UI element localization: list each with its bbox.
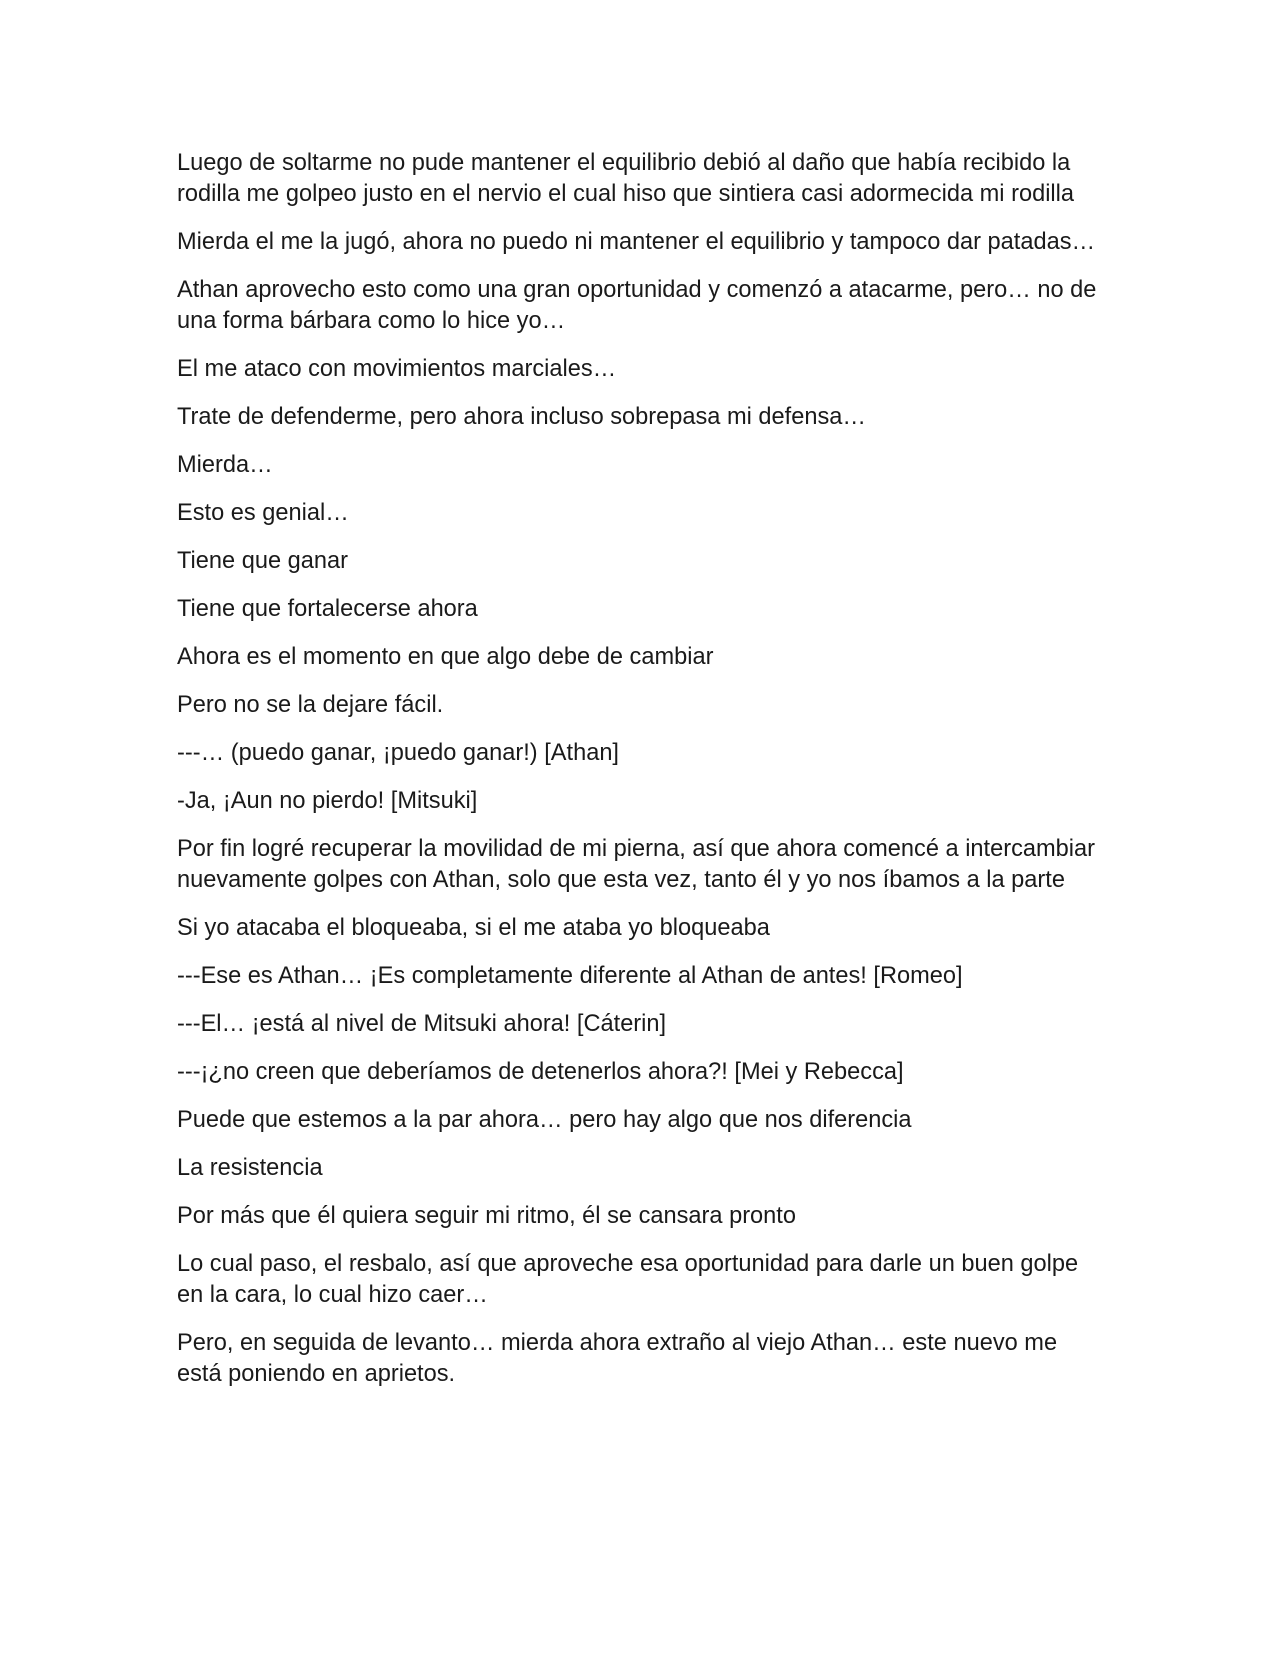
- dialogue-mei-rebecca: ---¡¿no creen que deberíamos de detenerlos ahora?! [Mei y Rebecca]: [177, 1059, 904, 1085]
- paragraph-9: Tiene que fortalecerse ahora: [177, 596, 478, 622]
- paragraph-2: Mierda el me la jugó, ahora no puedo ni mantener el equilibrio y tampoco dar patadas…: [177, 229, 1096, 255]
- paragraph-21: Por más que él quiera seguir mi ritmo, él se cansara pronto: [177, 1203, 796, 1229]
- paragraph-1: Luego de soltarme no pude mantener el equilibrio debió al daño que había recibido la rodilla me golpeo justo en el nervio el cual hiso que sintiera casi adormecida mi rodilla: [177, 150, 1075, 207]
- paragraph-10: Ahora es el momento en que algo debe de cambiar: [177, 644, 714, 670]
- paragraph-14: Por fin logré recuperar la movilidad de mi pierna, así que ahora comencé a intercambiar nuevamente golpes con Athan, solo que esta vez, tanto él y yo nos íbamos a la parte: [177, 836, 1096, 893]
- paragraph-6: Mierda…: [177, 452, 273, 478]
- paragraph-7: Esto es genial…: [177, 500, 349, 526]
- paragraph-23: Pero, en seguida de levanto… mierda ahora extraño al viejo Athan… este nuevo me está poniendo en aprietos.: [177, 1330, 1058, 1387]
- document-body: [177, 148, 1107, 1407]
- paragraph-15: Si yo atacaba el bloqueaba, si el me ataba yo bloqueaba: [177, 915, 770, 941]
- paragraph-20: La resistencia: [177, 1155, 323, 1181]
- dialogue-mitsuki: -Ja, ¡Aun no pierdo! [Mitsuki]: [177, 788, 478, 814]
- paragraph-11: Pero no se la dejare fácil.: [177, 692, 444, 718]
- paragraph-5: Trate de defenderme, pero ahora incluso sobrepasa mi defensa…: [177, 404, 866, 430]
- paragraph-22: Lo cual paso, el resbalo, así que aproveche esa oportunidad para darle un buen golpe en la cara, lo cual hizo caer…: [177, 1251, 1079, 1308]
- paragraph-3: Athan aprovecho esto como una gran oportunidad y comenzó a atacarme, pero… no de una forma bárbara como lo hice yo…: [177, 277, 1097, 334]
- paragraph-19: Puede que estemos a la par ahora… pero hay algo que nos diferencia: [177, 1107, 912, 1133]
- paragraph-4: El me ataco con movimientos marciales…: [177, 356, 617, 382]
- paragraph-8: Tiene que ganar: [177, 548, 348, 574]
- dialogue-athan: ---… (puedo ganar, ¡puedo ganar!) [Athan]: [177, 740, 619, 766]
- dialogue-caterin: ---El… ¡está al nivel de Mitsuki ahora! [Cáterin]: [177, 1011, 667, 1037]
- dialogue-romeo: ---Ese es Athan… ¡Es completamente diferente al Athan de antes! [Romeo]: [177, 963, 963, 989]
